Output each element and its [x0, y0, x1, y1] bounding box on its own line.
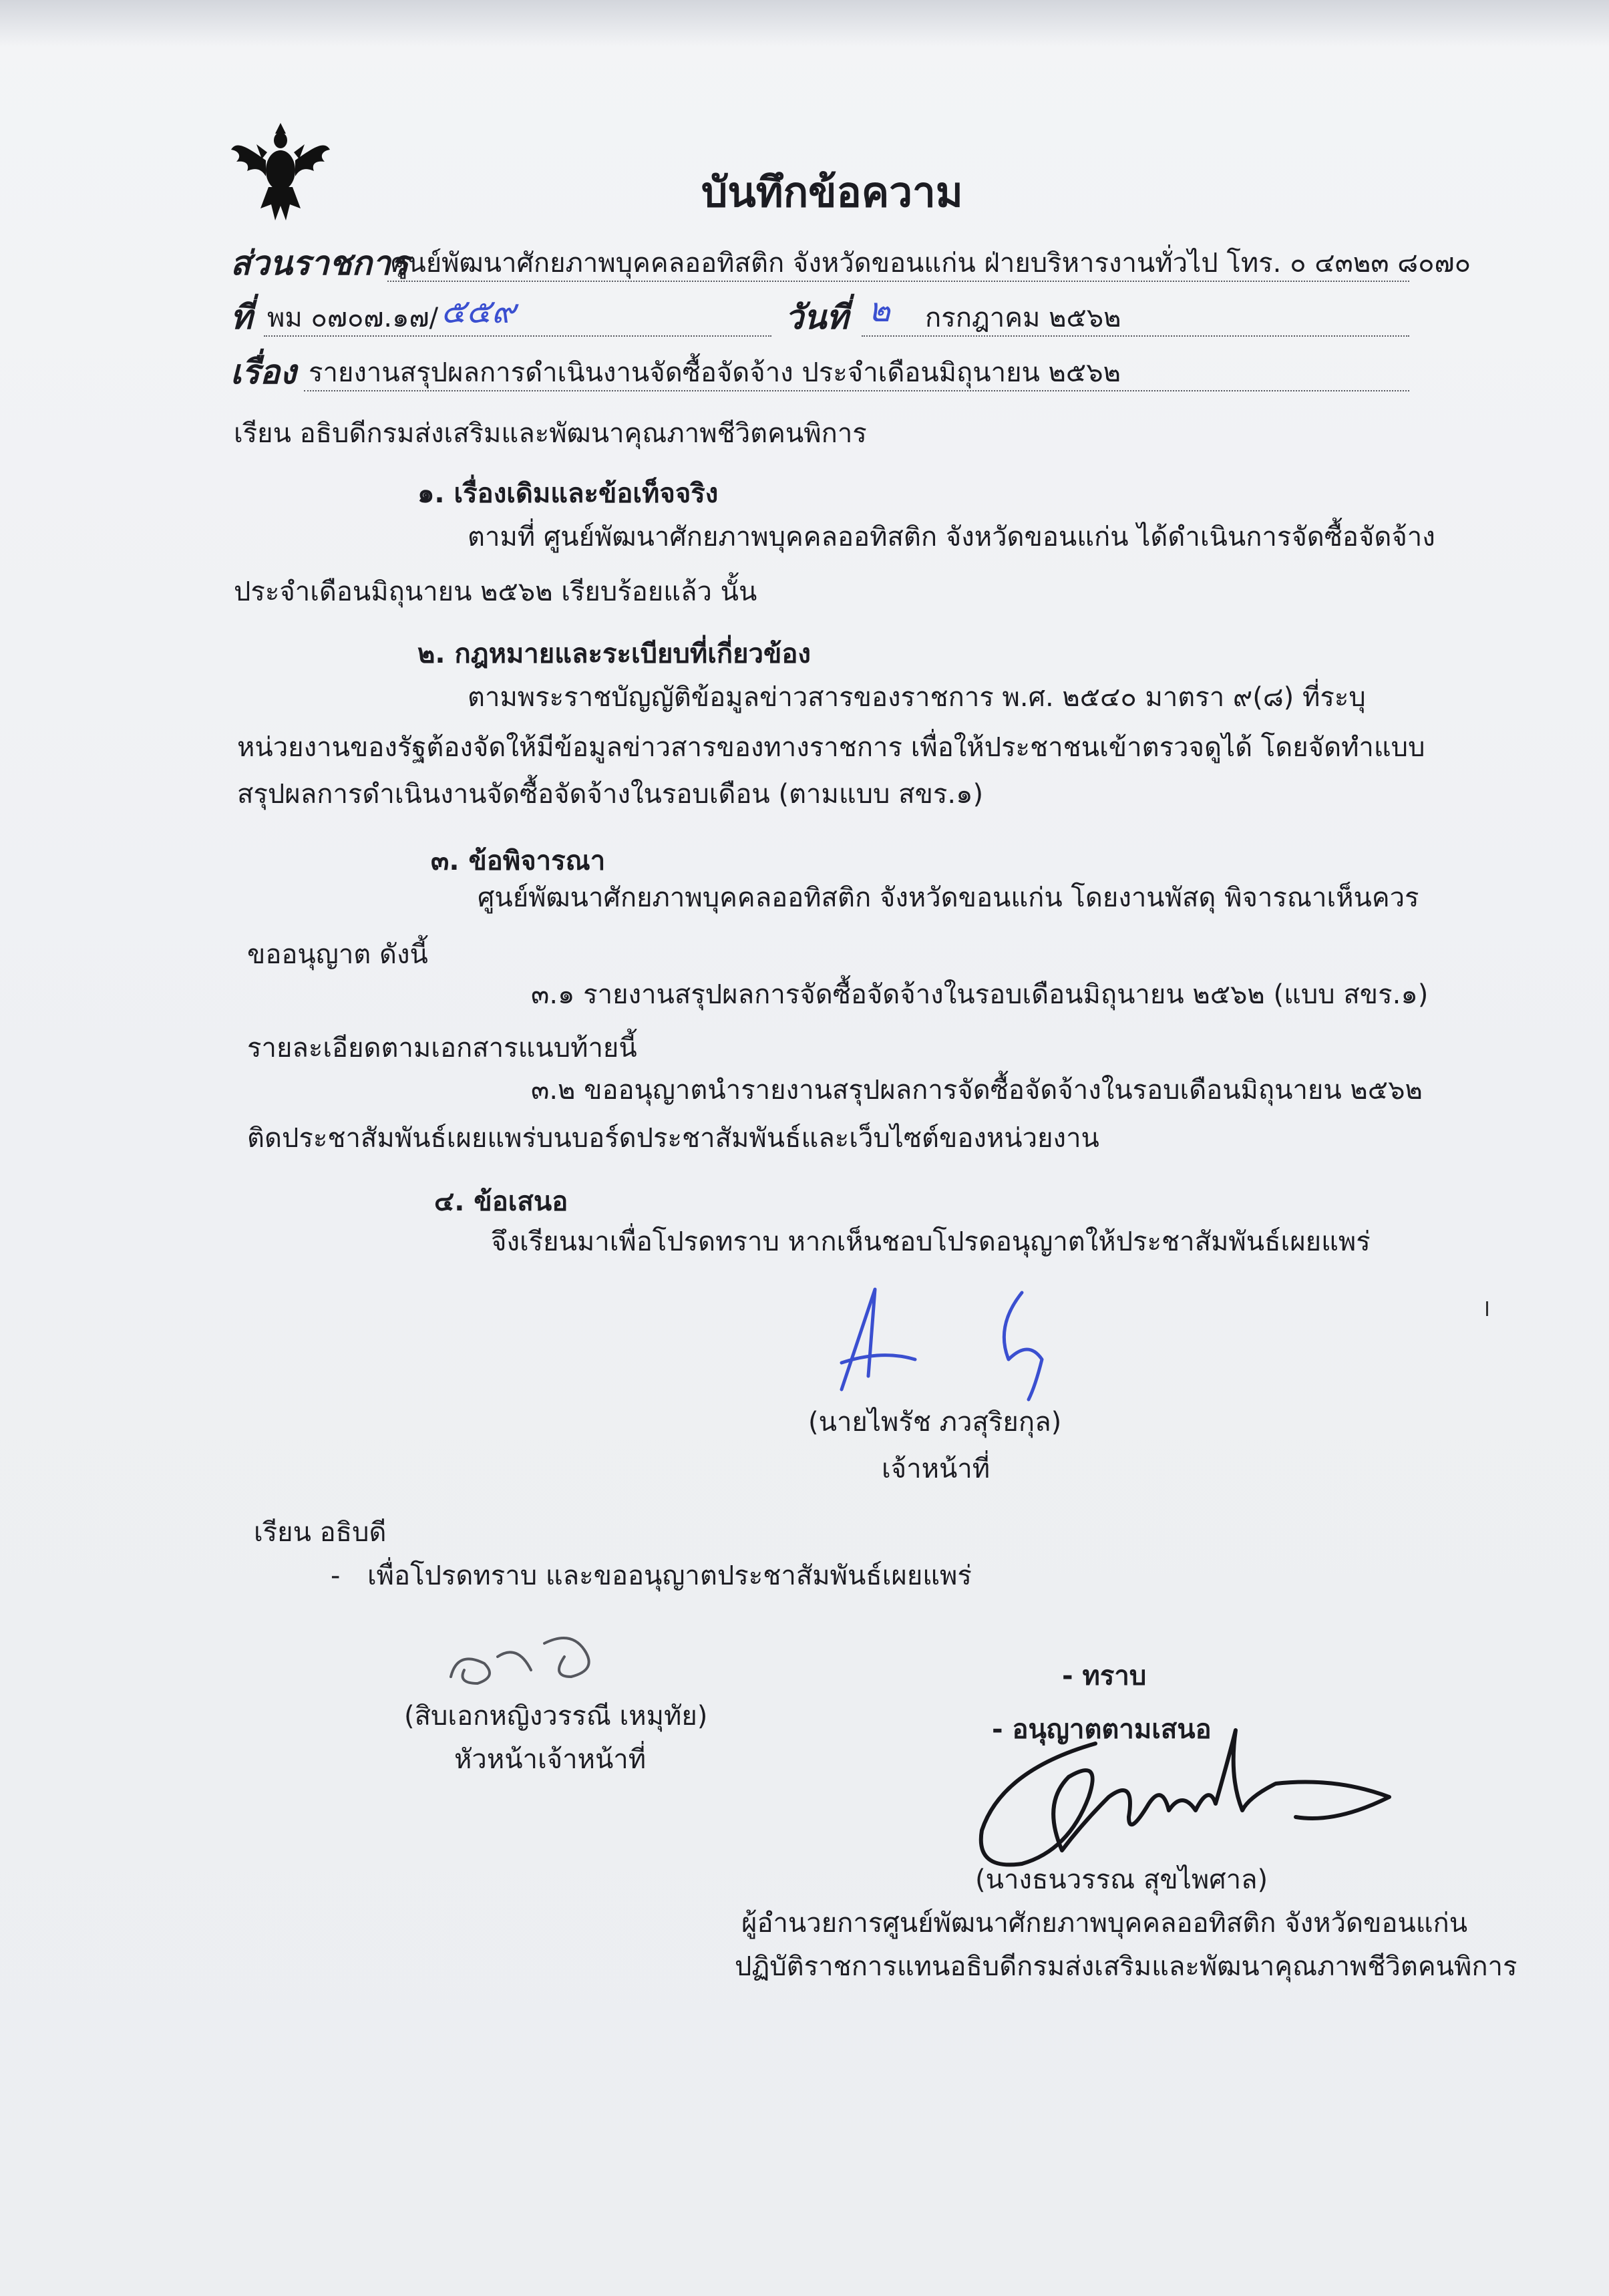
- section-2-line-1: ตามพระราชบัญญัติข้อมูลข่าวสารของราชการ พ.ศ. ๒๕๔๐ มาตรา ๙(๘) ที่ระบุ: [468, 682, 1366, 713]
- agency-value: ศูนย์พัฒนาศักยภาพบุคคลออทิสติก จังหวัดขอนแก่น ฝ่ายบริหารงานทั่วไป โทร. ๐ ๔๓๒๓ ๘๐๗๐: [391, 248, 1471, 279]
- salutation: เรียน อธิบดีกรมส่งเสริมและพัฒนาคุณภาพชีวิตคนพิการ: [234, 418, 867, 449]
- officer-name: (นายไพรัช ภวสุริยกุล): [808, 1407, 1062, 1438]
- date-label: วันที่: [785, 298, 849, 337]
- memo-title: บันทึกข้อความ: [701, 168, 963, 216]
- section-3-1-line-2: รายละเอียดตามเอกสารแนบท้ายนี้: [247, 1033, 637, 1063]
- section-4-line-1: จึงเรียนมาเพื่อโปรดทราบ หากเห็นชอบโปรดอนุญาตให้ประชาสัมพันธ์เผยแพร่: [491, 1226, 1371, 1257]
- agency-dotline: [387, 281, 1409, 282]
- head-officer-name: (สิบเอกหญิงวรรณี เหมุทัย): [404, 1701, 708, 1732]
- director-title: ผู้อำนวยการศูนย์พัฒนาศักยภาพบุคคลออทิสติก จังหวัดขอนแก่น: [741, 1908, 1468, 1939]
- ref-value: พม ๐๗๐๗.๑๗/: [267, 303, 439, 333]
- ref-label: ที่: [230, 298, 252, 337]
- agency-label: ส่วนราชการ: [230, 244, 409, 283]
- ref-handwritten-number: ๕๕๙: [441, 292, 516, 331]
- section-3-2-line-2: ติดประชาสัมพันธ์เผยแพร่บนบอร์ดประชาสัมพันธ์และเว็บไซต์ของหน่วยงาน: [247, 1123, 1099, 1154]
- head-officer-signature: [437, 1617, 611, 1697]
- section-1-heading: ๑. เรื่องเดิมและข้อเท็จจริง: [417, 478, 719, 509]
- officer-title: เจ้าหน้าที่: [882, 1454, 991, 1484]
- section-2-heading: ๒. กฎหมายและระเบียบที่เกี่ยวข้อง: [417, 639, 811, 669]
- director-name: (นางธนวรรณ สุขไพศาล): [975, 1864, 1268, 1895]
- date-handwritten-day: ๒: [868, 291, 890, 329]
- director-acting-line: ปฏิบัติราชการแทนอธิบดีกรมส่งเสริมและพัฒนาคุณภาพชีวิตคนพิการ: [735, 1951, 1517, 1982]
- scan-edge-shadow: [0, 0, 1609, 47]
- section-3-line-1: ศูนย์พัฒนาศักยภาพบุคคลออทิสติก จังหวัดขอนแก่น โดยงานพัสดุ พิจารณาเห็นควร: [478, 882, 1419, 913]
- subject-value: รายงานสรุปผลการดำเนินงานจัดซื้อจัดจ้าง ประจำเดือนมิถุนายน ๒๕๖๒: [309, 357, 1121, 388]
- forward-dash: -: [331, 1561, 341, 1591]
- section-3-2-line-1: ๓.๒ ขออนุญาตนำรายงานสรุปผลการจัดซื้อจัดจ้างในรอบเดือนมิถุนายน ๒๕๖๒: [531, 1075, 1423, 1106]
- forward-text: เพื่อโปรดทราบ และขออนุญาตประชาสัมพันธ์เผยแพร่: [367, 1561, 972, 1591]
- approval-permitted: - อนุญาตตามเสนอ: [992, 1714, 1212, 1745]
- section-2-line-3: สรุปผลการดำเนินงานจัดซื้อจัดจ้างในรอบเดือน (ตามแบบ สขร.๑): [237, 779, 984, 810]
- subject-dotline: [304, 390, 1409, 391]
- margin-mark: [1486, 1301, 1488, 1316]
- officer-signature-1: [828, 1283, 928, 1403]
- director-signature: [962, 1717, 1416, 1884]
- section-3-heading: ๓. ข้อพิจารณา: [431, 846, 606, 876]
- date-value: กรกฎาคม ๒๕๖๒: [925, 303, 1121, 333]
- subject-label: เรื่อง: [230, 353, 297, 391]
- head-officer-title: หัวหน้าเจ้าหน้าที่: [454, 1744, 647, 1775]
- ref-dotline: [264, 335, 771, 337]
- forward-salutation: เรียน อธิบดี: [254, 1517, 387, 1548]
- section-4-heading: ๔. ข้อเสนอ: [434, 1186, 568, 1217]
- section-1-line-2: ประจำเดือนมิถุนายน ๒๕๖๒ เรียบร้อยแล้ว นั้น: [234, 577, 757, 607]
- date-dotline: [862, 335, 1409, 337]
- section-1-line-1: ตามที่ ศูนย์พัฒนาศักยภาพบุคคลออทิสติก จังหวัดขอนแก่น ได้ดำเนินการจัดซื้อจัดจ้าง: [468, 522, 1435, 552]
- section-3-line-2: ขออนุญาต ดังนี้: [247, 939, 428, 970]
- officer-signature-2: [968, 1286, 1062, 1406]
- approval-acknowledged: - ทราบ: [1062, 1661, 1147, 1691]
- section-2-line-2: หน่วยงานของรัฐต้องจัดให้มีข้อมูลข่าวสารของทางราชการ เพื่อให้ประชาชนเข้าตรวจดูได้ โดยจัดทำแบบ: [237, 732, 1425, 763]
- section-3-1-line-1: ๓.๑ รายงานสรุปผลการจัดซื้อจัดจ้างในรอบเดือนมิถุนายน ๒๕๖๒ (แบบ สขร.๑): [531, 979, 1429, 1010]
- garuda-emblem-icon: [227, 120, 334, 227]
